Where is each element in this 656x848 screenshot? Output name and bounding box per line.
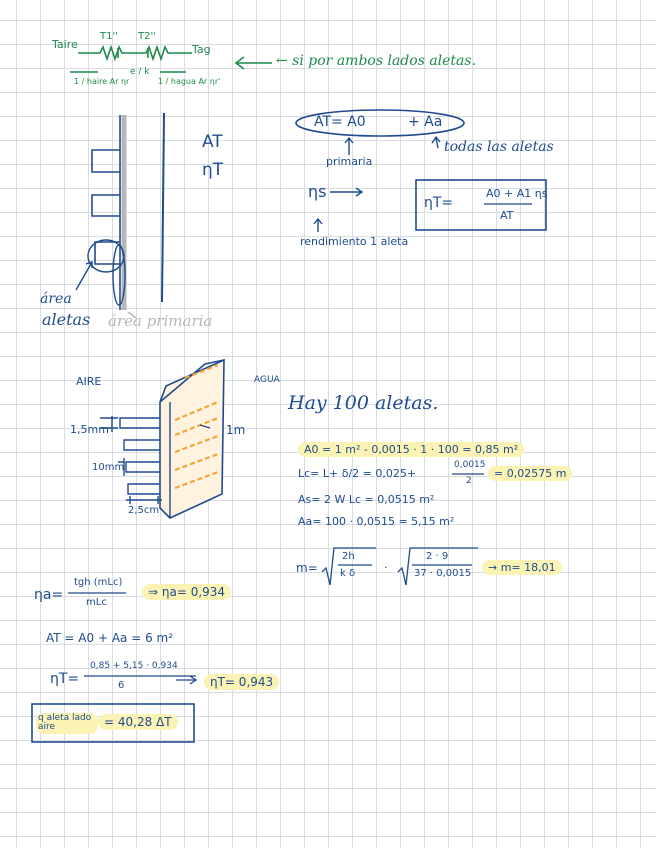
lc-frac-den: 2 — [466, 476, 472, 486]
boxed-num: A0 + A1 ηs — [486, 187, 548, 200]
eta-t-res-line — [204, 676, 279, 688]
aa-line: Aa= 100 · 0,0515 = 5,15 m² — [298, 515, 455, 528]
boxed-lhs: ηT= — [424, 195, 454, 211]
agua-label: AGUA — [254, 375, 280, 385]
a0-line — [298, 444, 524, 455]
dim-1-5mm: 1,5mm — [70, 423, 109, 436]
eta-t-lhs: ηT= — [50, 671, 80, 687]
eta-a-den: mLc — [86, 597, 107, 608]
m-num2: 2 · 9 — [426, 551, 449, 562]
m-result-line — [482, 562, 562, 573]
rendimiento-label: rendimiento 1 aleta — [300, 235, 409, 248]
t-node2-label: T2'' — [138, 31, 156, 42]
circuit-note: ← si por ambos lados aletas. — [276, 53, 477, 69]
eta-a-result: ⇒ ηa= 0,934 — [142, 584, 231, 600]
dim-10mm: 10mm — [92, 462, 125, 473]
nt-label: ηT — [202, 160, 224, 180]
hay-aletas: Hay 100 aletas. — [288, 392, 439, 414]
t-node1-label: T1'' — [100, 31, 118, 42]
primaria-label: primaria — [326, 155, 373, 168]
m-den1: k δ — [340, 568, 356, 579]
boxed-den: AT — [500, 209, 514, 222]
at-sum: AT = A0 + Aa = 6 m² — [46, 631, 174, 645]
t-agua-label: Tag — [192, 43, 211, 56]
eta-t-num: 0,85 + 5,15 · 0,934 — [90, 661, 178, 671]
m-dot: · — [384, 561, 388, 574]
dim-2-5cm: 2,5cm — [128, 505, 160, 516]
at-eq-plus: + Aa — [408, 114, 443, 130]
lc-line-a: Lc= L+ δ/2 = 0,025+ — [298, 467, 417, 480]
as-line: As= 2 W Lc = 0,0515 m² — [298, 493, 435, 506]
q-rhs — [98, 716, 178, 728]
wall-sketch — [100, 360, 224, 518]
eta-t-den: 6 — [118, 680, 125, 691]
lc-frac-num: 0,0015 — [454, 460, 486, 470]
r-wall-label: e / k — [130, 67, 150, 77]
lc-line-b — [488, 468, 572, 479]
arrows-top — [314, 137, 440, 232]
eta-a-res-line — [142, 586, 231, 598]
area-aletas-label-1: área — [40, 291, 72, 307]
a0-text: A0 = 1 m² - 0,0015 · 1 · 100 = 0,85 m² — [298, 442, 524, 457]
lc-result: = 0,02575 m — [488, 466, 572, 481]
aire-label: AIRE — [76, 375, 102, 388]
area-primaria-label: área primaria — [108, 312, 213, 330]
area-aletas-label-2: aletas — [42, 310, 91, 329]
thermal-circuit — [70, 47, 272, 72]
todas-label: todas las aletas — [444, 139, 554, 155]
m-den2: 37 · 0,0015 — [414, 568, 472, 579]
m-result: → m= 18,01 — [482, 560, 562, 575]
eta-t-result: ηT= 0,943 — [204, 674, 279, 690]
t-aire-label: Taire — [52, 38, 78, 51]
q-lhs: q aleta lado aire — [36, 713, 98, 734]
r1-label: 1 / haire Ar ηr — [74, 77, 130, 86]
eta-a-lhs: ηa= — [34, 587, 64, 603]
r2-label: 1 / hagua Ar ηr' — [158, 77, 221, 86]
at-label: AT — [202, 132, 223, 152]
ns-label: ηs — [308, 182, 327, 201]
m-lhs: m= — [296, 561, 318, 575]
m-num1: 2h — [342, 551, 355, 562]
dim-1m: 1m — [226, 423, 246, 437]
at-eq-main: AT= A0 — [314, 114, 366, 130]
q-rhs-text: = 40,28 ΔT — [98, 714, 178, 730]
eta-a-num: tgh (mLc) — [74, 577, 123, 588]
fin-sketch — [76, 113, 164, 318]
